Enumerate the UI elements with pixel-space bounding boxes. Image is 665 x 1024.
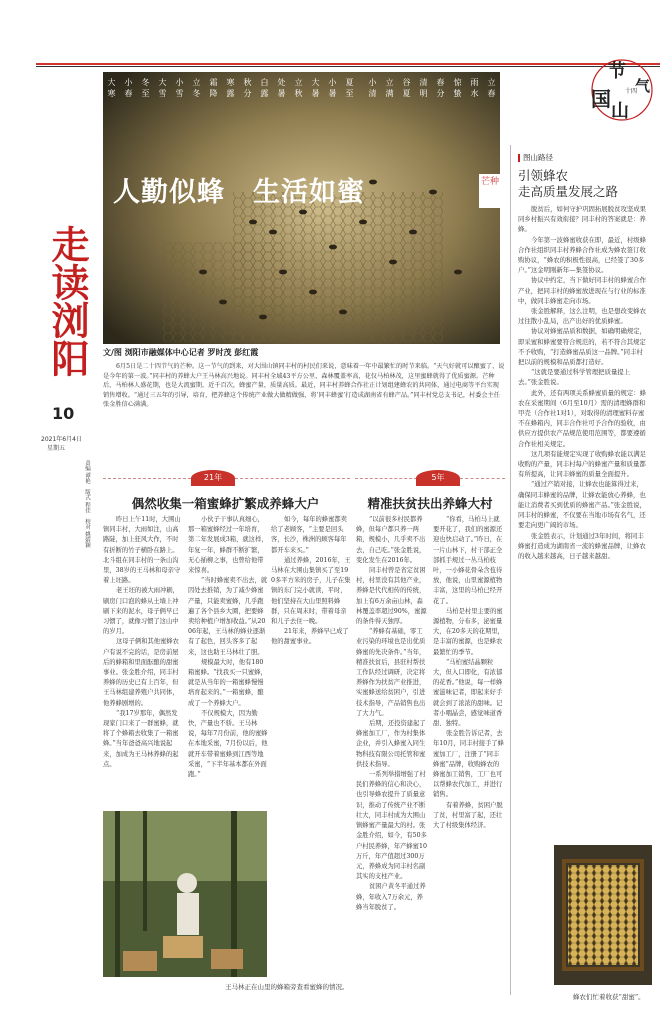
issue-date: 2021年6月4日	[41, 436, 82, 443]
solar-term-char: 分	[436, 89, 445, 98]
paragraph: 后期，还投资建起了蜂蜜加工厂，作为村集体企业，并引入蜂蜜入同生物科技有限公司托管和蜜供技术指导。	[356, 720, 426, 768]
issue-weekday: 星期五	[47, 445, 66, 452]
paragraph: “这就是要通过科学管理把质量提上去。”张金胜说。	[518, 368, 631, 387]
solar-term-char: 惊	[453, 78, 462, 87]
solar-term-char: 白	[260, 78, 269, 87]
header-rule	[36, 63, 660, 67]
paragraph: “以前很多村民都养蜂，但每户都只养一两箱，规模小，几乎卖不出去，自己吃。”张金胜说，变化发生在2016年。	[356, 516, 426, 564]
paragraph: 规模最大时，他有180箱蜜蜂。“找我买一只蜜蜂，就是从当年的一箱蜜蜂慢慢培育起来的。”一箱蜜蜂，酿成了一个养蜂大户。	[188, 658, 267, 707]
solar-term-item	[222, 72, 239, 104]
page-number: 10	[52, 404, 75, 423]
solar-term-item	[307, 72, 324, 104]
solar-term-char: 至	[345, 89, 354, 98]
solar-term-char: 冬	[192, 89, 201, 98]
solar-term-item	[154, 72, 171, 104]
solar-term-item	[171, 72, 188, 104]
mid-article-title: 精准扶贫扶出养蜂大村	[367, 496, 493, 511]
hero-photo	[103, 72, 500, 344]
solar-term-item	[466, 72, 483, 104]
solar-term-item	[120, 72, 137, 104]
intro-paragraph: 6月5日是二十四节气的芒种。这一节气的到来，对大围山镇同丰村的村民们来说，意味着一年中最繁忙的时节来临。“天气好就可以酿蜜了，说是今年的第一波。”同丰村的养蜂大户王马林高兴地说。同丰村全域43平方公里，森林覆盖率高，花仅马柏林茂，这里蜜蜂就得了优质蜜源。芒种后，马柏林人盛花期，也是大流蜜期，近千百次，蜂蜜产量，质量高质。最近，同丰村养蜂合作社正计划组建蜂农的共同体，通过电商等平台实现销售增收。“通过三五年的引导，培育，把养蜂这个传统产业做大做精做强，将‘同丰蜂蜜’打造成湖南省有蜂产品。”同丰村党总支书记，村委会主任张金胜信心满满。	[103, 363, 505, 409]
solar-term-item	[483, 72, 500, 104]
paragraph: 张金胜解释，这么注明，也是想改变蜂农过往散小乱局，出产出好的优质蜂蜜。	[518, 307, 647, 326]
logo-char-3: 国	[591, 87, 611, 111]
column-divider	[510, 145, 511, 995]
section-rule	[355, 478, 417, 479]
mid-article-col-1	[356, 515, 428, 995]
solar-term-char: 暑	[328, 89, 337, 98]
solar-term-item	[137, 72, 154, 104]
solar-term-item	[239, 72, 256, 104]
solar-term-item	[381, 72, 398, 104]
solar-term-char: 夏	[345, 78, 354, 87]
solar-term-char: 立	[192, 78, 201, 87]
honeycomb-image	[554, 845, 652, 985]
solar-term-char: 露	[260, 89, 269, 98]
logo-small: 十四	[625, 88, 638, 95]
solar-term-char: 立	[385, 78, 394, 87]
solar-term-item	[415, 72, 432, 104]
years-badge-5: 5年	[416, 470, 460, 486]
bottom-photo-caption: 王马林正在山里的蜂箱旁查看蜜蜂的情况。	[225, 983, 349, 991]
hero-title: 人勤似蜂 生活如蜜	[113, 177, 365, 208]
solar-term-item	[432, 72, 449, 104]
paragraph: 老王坯的被大雨冲刷，刷房门口泡的蜂从土墙上冲刷下来的泥水，母子俩早已习惯了，就像习惯了这山中的岁月。	[103, 587, 179, 636]
solar-term-item	[364, 72, 381, 104]
logo-char-4: 山	[611, 101, 629, 122]
solar-term-char: 寒	[226, 78, 235, 87]
solar-term-item	[256, 72, 273, 104]
paragraph: 脱贫后，如何守护巩固拓展脱贫攻坚成果同乡村振兴有效衔接？同丰村的答案就是：养蜂。	[518, 205, 647, 234]
solar-term-char: 清	[419, 78, 428, 87]
solar-term-item	[273, 72, 290, 104]
solar-term-item	[103, 72, 120, 104]
paragraph: 张金胜表示，计划通过3年时间，将同丰蜂蜜打造成为湖南省一流的蜂蜜品牌，让蜂农的收入越来越高，日子越来越甜。	[518, 531, 646, 560]
paragraph: “马柏蜜结晶颗粒大，但入口即化，有浓郁的花香。”他说，每一样蜂蜜滋味记者，即起来好手就会到了浓浓的甜味。记者小咽晶尝，感觉味道香甜、独特。	[433, 658, 503, 728]
paragraph: 贫困户黄冬平通过养蜂，年收入7万余元，养蜂当年脱贫了。	[356, 883, 426, 911]
solar-term-logo	[587, 55, 657, 125]
solar-term-char: 雪	[175, 89, 184, 98]
section-rule	[103, 478, 191, 479]
solar-term-char: 满	[385, 89, 394, 98]
paragraph: 同丰村曾是省定贫困村，村里没有其他产业，养蜂是代代相传的传统，加上有6万余亩山林，森林覆盖率超过90%，蜜源的条件得天独厚。	[356, 567, 427, 626]
solar-term-char: 暑	[311, 89, 320, 98]
solar-term-char: 谷	[402, 78, 411, 87]
honeycomb-photo	[554, 845, 652, 985]
solar-term-char: 夏	[402, 89, 411, 98]
solar-term-list	[103, 72, 500, 104]
solar-term-char: 明	[419, 89, 428, 98]
sidebar-tag-label: 图山路径	[523, 153, 553, 162]
solar-term-char: 至	[141, 89, 150, 98]
logo-char-1: 节	[608, 61, 626, 82]
paragraph: 通过养蜂，2016年，王马林在大围山集镇买了至190多平方米的房子，儿子在集镇的东门完小就读，平时，他们坚持在大山里照料蜂群，只在周末时，带着母亲和儿子去住一晚。	[271, 556, 351, 626]
paragraph: 协议中约定，当下做好同丰村的蜂蜜合作产业，把同丰村的蜂蜜放进现在与行业的标准中，做同丰蜂蜜走向市场。	[518, 276, 647, 305]
solar-term-char: 秋	[294, 89, 303, 98]
solar-term-char: 霜	[209, 78, 218, 87]
paragraph: 21年来，养蜂早已成了他的甜蜜事业。	[271, 628, 349, 646]
solar-term-char: 大	[107, 78, 116, 87]
beekeeper-photo	[103, 811, 267, 977]
years-badge-21: 21年	[191, 470, 235, 486]
solar-term-char: 处	[277, 78, 286, 87]
solar-term-tag: 芒种	[479, 174, 500, 208]
paragraph: 有着养蜂，贫困户脱了贫，村里富了起，还壮大了村级集体经济。	[433, 801, 503, 830]
solar-term-char: 寒	[107, 89, 116, 98]
paragraph: 这几项有能规定实现了收购蜂农能以满足收购的产量，同丰村每户的蜂蜜产量和质量都有所提高，让同丰蜂蜜的质量全面提升。	[518, 449, 647, 479]
solar-term-item	[324, 72, 341, 104]
sidebar-title-2: 走高质量发展之路	[518, 184, 619, 199]
left-article-col-2	[188, 515, 268, 809]
paragraph: 如今，每年的蜂蜜都卖给了老顾客，“主要是回头客，长沙，株洲的顾客每年都开车来买。”	[271, 516, 347, 554]
solar-term-char: 清	[368, 89, 377, 98]
sidebar-tag	[518, 152, 553, 163]
solar-term-char: 水	[470, 89, 479, 98]
masthead-title	[35, 196, 89, 406]
beekeeper-image	[103, 811, 267, 977]
solar-term-char: 分	[243, 89, 252, 98]
solar-term-char: 雪	[158, 89, 167, 98]
paragraph: 不仅规模大，因为勤快，产量也不骄。王马林说，每年7月份前，他的蜜蜂在本地采蜜，7月份以后，他就开车带着蜜蜂到江西等地采蜜，“下半年基本都在外面跑。”	[188, 709, 268, 779]
solar-term-char: 小	[175, 78, 184, 87]
solar-term-char: 春	[124, 89, 133, 98]
sidebar-title-1: 引领蜂农	[518, 168, 569, 183]
paragraph: “你看，马柏马上就要开花了，我们的蜜源还迎也快启动了。”昨日，在一片山林下，村干部正全部抓手规过一丛马柏枝叶，一小蜂花骨朵含苞待放，他说，山里蜜源植物丰富，这里的马柏已经开花了。	[433, 516, 503, 605]
paragraph: “我17岁那年，偶然发现家门口来了一群蜜蜂，就将了个蜂箱去收集了一箱蜜蜂。”当年爸爸高兴地说起来，加成为王马林养蜂的起点。	[103, 709, 179, 768]
left-article-col-3	[271, 515, 351, 977]
byline: 文/图 浏阳市融媒体中心记者 罗时茂 彭红霞	[103, 348, 259, 357]
paragraph: “养蜂有基础，零工业污染的环境也是出优质蜂蜜的先决条件。”当年，精准扶贫后，县驻村帮扶工作队经过调研，决定将养蜂作为扶贫产业推进，实蜜蜂送给贫困户，引进技术指导，产品销售也出了大力气。	[356, 628, 426, 717]
paragraph: 今年第一波蜂蜜收获在即，最近，村级蜂合作社组织同丰村养蜂合作社成为蜂农签订收购协议，“蜂农的积极性很高，已经签了30多户。”这金明刚新年—集签协议。	[518, 235, 647, 275]
solar-term-char: 小	[328, 78, 337, 87]
paragraph: 张金胜告诉记者，去年10月，同丰村接手了蜂蜜加工厂，注册了“同丰蜂蜜”品牌，收购蜂农的蜂蜜加工销售，工厂也可以帮蜂农代加工，并进行销售。	[433, 730, 504, 799]
solar-term-item	[398, 72, 415, 104]
paragraph: 小伙子干事认真细心，那一箱蜜蜂经过一年培育，第二年发展成3箱，就这样，年复一年，蜂群不断扩繁，无心插柳之事，也曾给他带来惊喜。	[188, 516, 268, 575]
paragraph: 此外，还有两项关系蜂蜜质量的规定：蜂农在采蜜期间（6月至10月）需的清理蜂群和甲壳（合作社1对1），对取得的清理蜜料存蜜不在蜂箱内，同丰合作社可予合作的验收，由供应方提供农产品规范使用范围等，都要遵循合作社相关规定。	[518, 388, 647, 448]
solar-term-item	[188, 72, 205, 104]
solar-term-char: 降	[209, 89, 218, 98]
paragraph: “当时蜂蜜卖不出去，就因处去推销，为了减少蜂蜜产量，只能卖蜜蜂，几乎跑遍了各个县乡大圈，把要蜂卖给种植户增加收益。”从2006年起，王马林的蜂业逐渐有了起色，回头客多了起来，这也助王马林壮了胆。	[188, 577, 268, 656]
sidebar-text	[518, 204, 648, 838]
paragraph: 这母子俩和其他蜜蜂农户有说不完的话，是房前屋后的蜂箱和里面酝酿的甜蜜事业。张金胜介绍，同丰村养蜂的历史已有上百年，但王马林组建养殖户共同体，他养蜂剧增的。	[103, 638, 179, 707]
solar-term-char: 暑	[277, 89, 286, 98]
paragraph: “通过产销对接，让蜂农也能算得过来，确保同丰蜂蜜的品牌，让蜂农能放心养蜂，也能让消费者买到优质的蜂蜜产品。”张金胜说，同丰村的蜂蜜，不仅要在当地市场有名气，还要走向更广阔的市场。	[518, 480, 646, 530]
solar-term-char: 冬	[141, 78, 150, 87]
paragraph: 昨日上午11时，大围山镇同丰村，大雨如注，山高路陡，加上狂风大作，不时有折断的竹子横卧在路上。北斗组在同丰村的一条山沟里，38岁的王马林和母亲守着上坯路。	[103, 516, 181, 585]
solar-term-char: 大	[158, 78, 167, 87]
masthead-text: 走读浏阳	[45, 225, 90, 377]
side-photo-caption: 蜂农们忙着收获“甜蜜”。	[573, 993, 645, 1001]
solar-term-item	[290, 72, 307, 104]
solar-term-char: 春	[436, 78, 445, 87]
solar-term-item	[341, 72, 358, 104]
solar-term-char: 小	[368, 78, 377, 87]
left-article-col-1	[103, 515, 183, 809]
paragraph: 马柏是村里主要的蜜源植物，分布多，泌蜜量大，在20多天的花期里，是丰富的蜜源，也是蜂农最繁忙的季节。	[433, 607, 504, 656]
solar-term-char: 蛰	[453, 89, 462, 98]
solar-term-char: 露	[226, 89, 235, 98]
logo-char-2: 气	[635, 77, 651, 95]
section-rule	[235, 478, 350, 479]
left-article-title: 偶然收集一箱蜜蜂扩繁成养蜂大户	[131, 496, 320, 511]
paragraph: 一系列举措增强了村民们养蜂的信心和决心，也引导蜂农提升了质量意识，推动了传统产业不断壮大，同丰村成为大围山镇蜂蜜产量最大的村。张金胜介绍，如今，有50多户村民养蜂，年产蜂蜜10万斤，年产值超过300万元，养蜂成为同丰村名副其实的支柱产业。	[356, 771, 427, 881]
solar-term-char: 大	[311, 78, 320, 87]
paragraph: 协议对蜂蜜品质和数据，如确明确规定，即采蜜和蜂蜜要符合规范的，若不符合其规定不予收购，“打造蜂蜜品质这一品牌。”同丰村把以前的规模和品质都打造好。	[518, 327, 647, 367]
solar-term-char: 秋	[243, 78, 252, 87]
solar-term-char: 雨	[470, 78, 479, 87]
solar-term-item	[205, 72, 222, 104]
solar-term-char: 小	[124, 78, 133, 87]
mid-article-col-2	[433, 515, 505, 995]
solar-term-char: 立	[487, 78, 496, 87]
solar-term-char: 立	[294, 78, 303, 87]
solar-term-item	[449, 72, 466, 104]
solar-term-char: 春	[487, 89, 496, 98]
staff-credits: 责编 谭艳 版式 程佳 校对 姚婧颖	[84, 460, 90, 548]
section-rule	[460, 478, 505, 479]
